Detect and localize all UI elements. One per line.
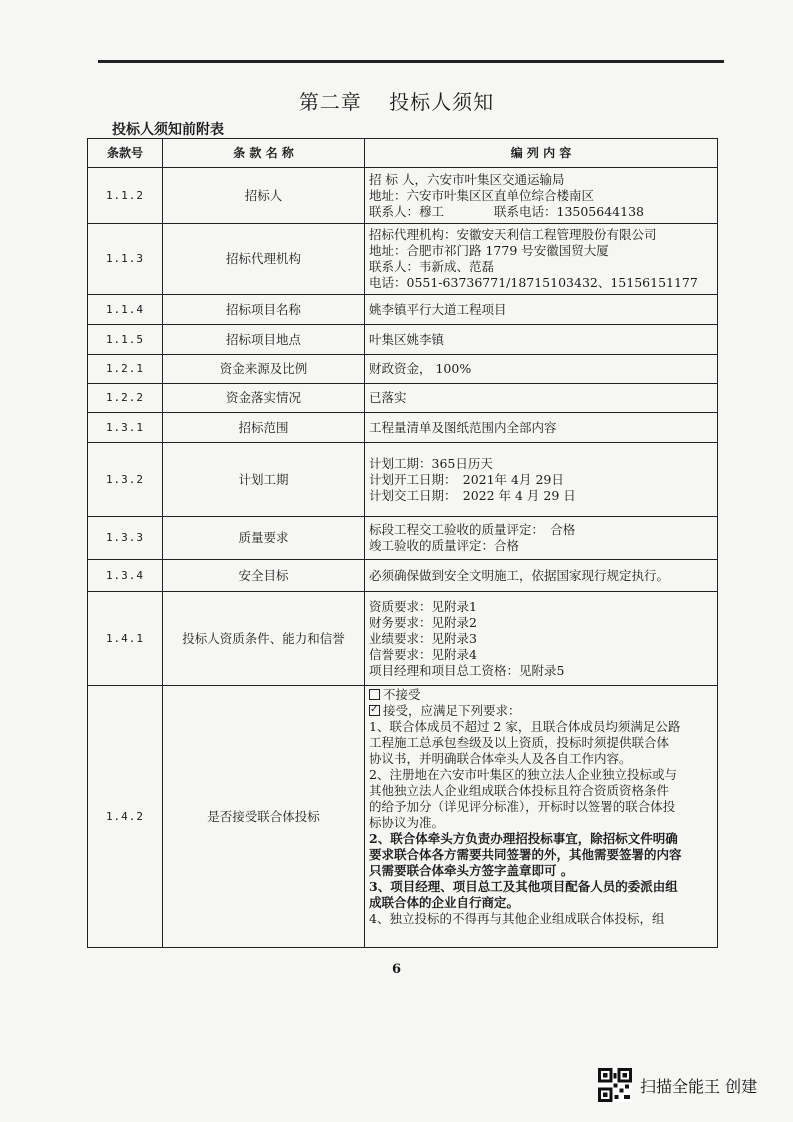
clause-name: 招标人 — [163, 168, 365, 224]
content-line: 电话：0551-63736771/18715103432、15156151177 — [369, 275, 698, 290]
content-line: 已落实 — [369, 390, 407, 405]
option-accept-label: 接受，应满足下列要求： — [383, 703, 521, 718]
clause-content — [365, 517, 718, 560]
content-line: 标协议为准。 — [369, 815, 445, 830]
clause-content — [365, 443, 718, 517]
content-line: 计划开工日期： 2021年 4月 29日 — [369, 471, 564, 487]
content-line: 2、注册地在六安市叶集区的独立法人企业独立投标或与 — [369, 767, 677, 782]
clause-name: 招标项目名称 — [163, 295, 365, 325]
content-line: 协议书，并明确联合体牵头人及各自工作内容。 — [369, 751, 632, 766]
watermark-text: 扫描全能王 创建 — [640, 1076, 758, 1096]
table-row — [88, 560, 718, 592]
table-row — [88, 355, 718, 384]
content-line: 财政资金， 100% — [369, 361, 472, 376]
content-line: 其他独立法人企业组成联合体投标且符合资质资格条件 — [369, 783, 670, 798]
content-line: 联系人：韦新成、范磊 — [369, 259, 495, 274]
clause-number: 1.4.1 — [88, 592, 163, 686]
content-line: 竣工验收的质量评定：合格 — [369, 538, 520, 553]
content-line: 计划交工日期： 2022 年 4 月 29 日 — [369, 487, 576, 503]
clause-name: 质量要求 — [163, 517, 365, 560]
table-row — [88, 413, 718, 443]
bid-instructions-table — [87, 138, 718, 948]
clause-content — [365, 168, 718, 224]
content-line: 信誉要求：见附录4 — [369, 646, 477, 662]
table-header-row — [88, 139, 718, 168]
content-line: 地址：六安市叶集区区直单位综合楼南区 — [369, 187, 595, 203]
table-row — [88, 517, 718, 560]
content-line: 计划工期：365日历天 — [369, 455, 493, 471]
clause-number: 1.3.1 — [88, 413, 163, 443]
qr-code-icon — [598, 1068, 632, 1102]
chapter-title — [0, 86, 793, 115]
content-line: 姚李镇平行大道工程项目 — [369, 301, 507, 317]
content-line: 工程施工总承包叁级及以上资质，投标时须提供联合体 — [369, 735, 670, 750]
table-row — [88, 325, 718, 355]
content-line: 项目经理和项目总工资格：见附录5 — [369, 662, 565, 678]
clause-content — [365, 686, 718, 948]
header-clause-number: 条款号 — [88, 139, 163, 168]
clause-name: 招标范围 — [163, 413, 365, 443]
clause-number: 1.3.4 — [88, 560, 163, 592]
content-line: 业绩要求：见附录3 — [369, 630, 477, 646]
content-line: 招标代理机构：安徽安天利信工程管理股份有限公司 — [369, 227, 657, 242]
chapter-number: 第二章 — [298, 90, 362, 114]
chapter-name: 投标人须知 — [389, 90, 495, 114]
scanner-watermark — [598, 1068, 757, 1102]
clause-number: 1.3.3 — [88, 517, 163, 560]
clause-content — [365, 224, 718, 295]
clause-content — [365, 325, 718, 355]
table-row — [88, 592, 718, 686]
option-reject — [369, 687, 713, 703]
bold-content-line: 只需要联合体牵头方签字盖章即可 。 — [369, 863, 574, 878]
content-line: 4、独立投标的不得再与其他企业组成联合体投标，组 — [369, 911, 665, 926]
clause-number: 1.1.5 — [88, 325, 163, 355]
clause-content — [365, 560, 718, 592]
clause-name: 资金来源及比例 — [163, 355, 365, 384]
content-line: 的给予加分（详见评分标准），开标时以签署的联合体投 — [369, 799, 676, 814]
clause-name: 招标项目地点 — [163, 325, 365, 355]
clause-content — [365, 413, 718, 443]
header-clause-name: 条 款 名 称 — [163, 139, 365, 168]
option-reject-label: 不接受 — [383, 687, 421, 702]
table-caption: 投标人须知前附表 — [112, 122, 224, 138]
bold-content-line: 2、联合体牵头方负责办理招投标事宜，除招标文件明确 — [369, 831, 678, 846]
table-row — [88, 384, 718, 413]
clause-name: 是否接受联合体投标 — [163, 686, 365, 948]
clause-number: 1.1.2 — [88, 168, 163, 224]
clause-number: 1.4.2 — [88, 686, 163, 948]
content-line: 工程量清单及图纸范围内全部内容 — [369, 419, 557, 435]
bold-content-line: 成联合体的企业自行商定。 — [369, 895, 520, 910]
content-line: 1、联合体成员不超过 2 家，且联合体成员均须满足公路 — [369, 719, 681, 734]
content-line: 资质要求：见附录1 — [369, 598, 477, 614]
clause-number: 1.3.2 — [88, 443, 163, 517]
content-line: 招 标 人，六安市叶集区交通运输局 — [369, 171, 565, 187]
option-accept — [369, 703, 713, 719]
clause-name: 资金落实情况 — [163, 384, 365, 413]
content-line: 标段工程交工验收的质量评定： 合格 — [369, 522, 576, 537]
clause-number: 1.1.4 — [88, 295, 163, 325]
table-row — [88, 295, 718, 325]
clause-name: 招标代理机构 — [163, 224, 365, 295]
table-row — [88, 686, 718, 948]
top-rule — [98, 60, 724, 63]
table-row — [88, 168, 718, 224]
clause-name: 安全目标 — [163, 560, 365, 592]
page-number: 6 — [391, 962, 402, 977]
clause-number: 1.1.3 — [88, 224, 163, 295]
content-line: 地址：合肥市祁门路 1779 号安徽国贸大厦 — [369, 243, 609, 258]
content-line: 财务要求：见附录2 — [369, 614, 477, 630]
checked-box-icon — [369, 705, 380, 716]
content-line: 联系人：穆工 联系电话：13505644138 — [369, 203, 644, 219]
clause-name: 投标人资质条件、能力和信誉 — [163, 592, 365, 686]
bold-content-line: 要求联合体各方需要共同签署的外，其他需要签署的内容 — [369, 847, 682, 862]
table-row — [88, 443, 718, 517]
clause-number: 1.2.1 — [88, 355, 163, 384]
header-content: 编 列 内 容 — [365, 139, 718, 168]
table-row — [88, 224, 718, 295]
clause-name: 计划工期 — [163, 443, 365, 517]
clause-content — [365, 295, 718, 325]
clause-content — [365, 592, 718, 686]
clause-number: 1.2.2 — [88, 384, 163, 413]
content-line: 叶集区姚李镇 — [369, 331, 445, 347]
clause-content — [365, 384, 718, 413]
unchecked-box-icon — [369, 689, 380, 700]
bold-content-line: 3、项目经理、项目总工及其他项目配备人员的委派由组 — [369, 879, 678, 894]
clause-content — [365, 355, 718, 384]
content-line: 必须确保做到安全文明施工，依据国家现行规定执行。 — [369, 567, 670, 583]
